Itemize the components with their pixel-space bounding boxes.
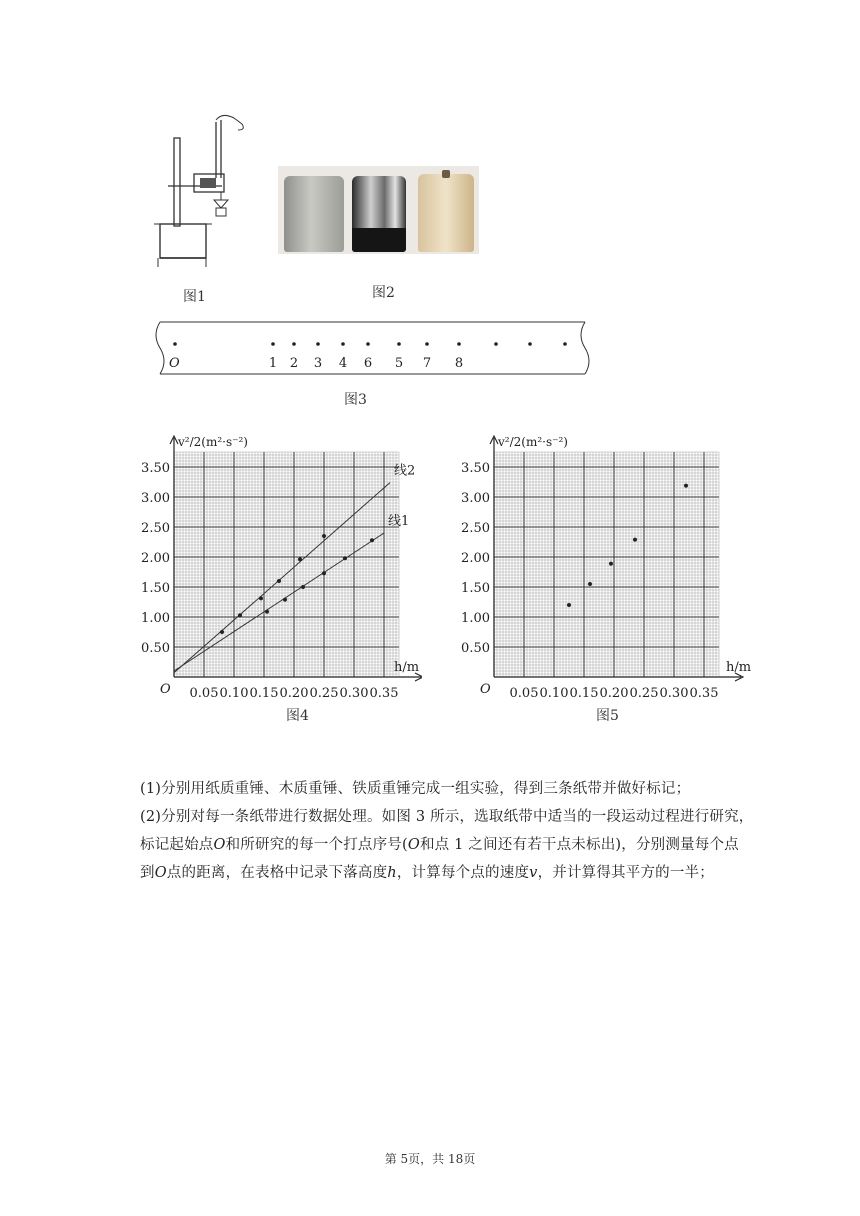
apparatus-figure [150, 112, 260, 272]
data-point [322, 571, 326, 575]
tape-dot [173, 342, 177, 346]
weights-photo [278, 166, 479, 254]
x-tick-label: 0.30 [339, 686, 369, 701]
paragraph-2-line-3: 到O点的距离，在表格中记录下落高度h，计算每个点的速度v，并计算得其平方的一半； [140, 865, 714, 881]
fig5-caption: 图5 [596, 708, 619, 724]
data-point [283, 598, 287, 602]
x-tick-label: 0.10 [539, 686, 569, 701]
x-tick-label: 0.35 [369, 686, 399, 701]
data-point [370, 538, 374, 542]
x-tick-label: 0.10 [219, 686, 249, 701]
data-point [259, 596, 263, 600]
origin-label: O [160, 682, 171, 697]
y-axis-label: v²/2(m²·s⁻²) [498, 435, 568, 449]
fig1-caption: 图1 [183, 289, 206, 305]
y-tick-label: 2.50 [461, 521, 490, 536]
y-tick-label: 2.00 [461, 551, 490, 566]
y-tick-label: 2.00 [141, 551, 170, 566]
chart-fig4 [132, 420, 422, 702]
tape-dot [341, 342, 345, 346]
x-tick-label: 0.30 [659, 686, 689, 701]
fig2-caption: 图2 [372, 285, 395, 301]
fig4-caption: 图4 [286, 708, 309, 724]
paragraph-2 [140, 803, 780, 887]
y-tick-label: 3.00 [141, 491, 170, 506]
tape-dot [271, 342, 275, 346]
chart-fig5 [452, 420, 762, 702]
y-tick-label: 1.00 [141, 611, 170, 626]
data-point [220, 630, 224, 634]
y-tick-label: 1.50 [141, 581, 170, 596]
y-tick-label: 3.50 [141, 461, 170, 476]
paragraph-2-line-1: (2)分别对每一条纸带进行数据处理。如图 3 所示，选取纸带中适当的一段运动过程进行研究， [140, 809, 754, 825]
y-axis-label: v²/2(m²·s⁻²) [178, 435, 248, 449]
data-point [343, 556, 347, 560]
tape-dot [457, 342, 461, 346]
tape-point-label: 5 [394, 356, 404, 371]
wood-weight [418, 174, 474, 252]
data-point [684, 484, 688, 488]
series-label: 线1 [388, 514, 410, 529]
x-tick-label: 0.05 [189, 686, 219, 701]
tape-point-label: 6 [363, 356, 373, 371]
paragraph-1: (1)分别用纸质重锤、木质重锤、铁质重锤完成一组实验，得到三条纸带并做好标记； [140, 781, 691, 797]
tape-dot [425, 342, 429, 346]
x-tick-label: 0.25 [309, 686, 339, 701]
data-point [322, 534, 326, 538]
tape-dot [366, 342, 370, 346]
tape-point-label: 8 [454, 356, 464, 371]
y-tick-label: 3.50 [461, 461, 490, 476]
y-tick-label: 3.00 [461, 491, 490, 506]
x-tick-label: 0.15 [569, 686, 599, 701]
x-tick-label: 0.20 [279, 686, 309, 701]
tape-point-label: 3 [313, 356, 323, 371]
x-tick-label: 0.05 [509, 686, 539, 701]
y-tick-label: 1.00 [461, 611, 490, 626]
tape-dot [316, 342, 320, 346]
y-tick-label: 1.50 [461, 581, 490, 596]
y-tick-label: 0.50 [141, 641, 170, 656]
paper-weight [284, 176, 344, 252]
x-axis-label: h/m [394, 660, 420, 675]
y-tick-label: 2.50 [141, 521, 170, 536]
data-point [277, 579, 281, 583]
tape-point-label: 1 [268, 356, 278, 371]
data-point [298, 557, 302, 561]
data-point [567, 603, 571, 607]
x-tick-label: 0.35 [689, 686, 719, 701]
tape-dot [292, 342, 296, 346]
fig3-caption: 图3 [344, 392, 367, 408]
data-point [265, 610, 269, 614]
tape-point-label: 7 [422, 356, 432, 371]
series-label: 线2 [394, 463, 416, 479]
page-footer: 第 5页，共 18页 [384, 1152, 476, 1166]
tape-dot [528, 342, 532, 346]
tape-point-label: 2 [289, 356, 299, 371]
x-axis-label: h/m [726, 660, 752, 675]
x-tick-label: 0.15 [249, 686, 279, 701]
data-point [238, 613, 242, 617]
paragraph-2-line-2: 标记起始点O和所研究的每一个打点序号(O和点 1 之间还有若干点未标出)，分别测量每个点 [140, 837, 739, 853]
data-point [588, 582, 592, 586]
y-tick-label: 0.50 [461, 641, 490, 656]
x-tick-label: 0.25 [629, 686, 659, 701]
tape-origin-label: O [169, 356, 180, 371]
origin-label: O [480, 682, 491, 697]
tape-point-label: 4 [338, 356, 348, 371]
data-point [609, 562, 613, 566]
tape-dot [397, 342, 401, 346]
x-tick-label: 0.20 [599, 686, 629, 701]
data-point [633, 538, 637, 542]
tape-dot [563, 342, 567, 346]
tape-dot [494, 342, 498, 346]
data-point [301, 585, 305, 589]
paper-tape-figure [155, 318, 590, 380]
